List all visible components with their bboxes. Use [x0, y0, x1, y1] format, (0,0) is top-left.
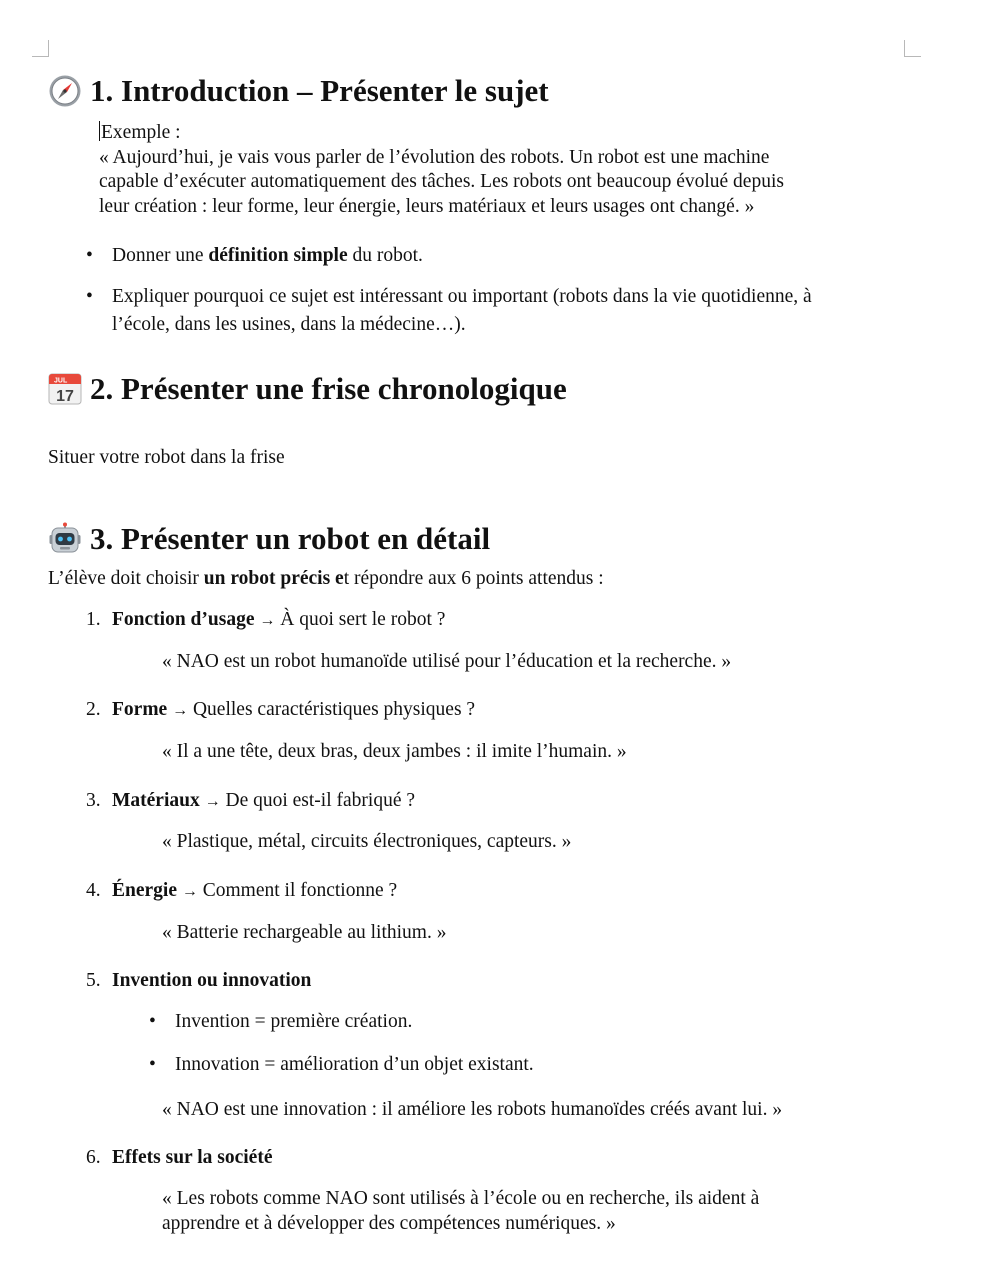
list-item-title: Effets sur la société — [112, 1147, 273, 1168]
example-line-2: capable d’exécuter automatiquement des tâches. Les robots ont beaucoup évolué depuis — [99, 171, 784, 192]
list-item-title: Forme — [112, 699, 168, 720]
list-item-title: Énergie — [112, 880, 177, 901]
bullet-definition-text-after: du robot. — [347, 245, 423, 266]
arrow-icon: → — [172, 702, 189, 719]
list-item-title: Invention ou innovation — [112, 970, 312, 991]
page-corner-mark-top-right — [904, 40, 921, 57]
example-block — [99, 121, 784, 219]
list-number: 3. — [86, 790, 101, 811]
quote-materiaux: « Plastique, métal, circuits électroniques, capteurs. » — [162, 831, 572, 852]
quote-forme: « Il a une tête, deux bras, deux jambes : il imite l’humain. » — [162, 741, 627, 762]
list-item-forme — [86, 697, 476, 724]
heading-frise — [48, 371, 567, 407]
bullet-definition-text-before: Donner une — [112, 245, 209, 266]
list-item-question: De quoi est-il fabriqué ? — [225, 790, 415, 811]
heading-introduction-text: 1. Introduction – Présenter le sujet — [90, 73, 549, 108]
quote-effets-line-1: « Les robots comme NAO sont utilisés à l’école ou en recherche, ils aident à — [162, 1188, 760, 1209]
quote-energie: « Batterie rechargeable au lithium. » — [162, 922, 447, 943]
example-line-1: « Aujourd’hui, je vais vous parler de l’évolution des robots. Un robot est une machine — [99, 146, 770, 168]
heading-frise-text: 2. Présenter une frise chronologique — [90, 371, 567, 406]
bullet-importance-line-1: • Expliquer pourquoi ce sujet est intéressant ou important (robots dans la vie quotidienne, à — [112, 286, 812, 307]
quote-effets-line-2: apprendre et à développer des compétences numériques. » — [162, 1212, 616, 1234]
heading-robot-detail — [48, 521, 490, 557]
bullet-definition-bold: définition simple — [208, 245, 348, 266]
robot-icon — [48, 522, 82, 556]
list-item-materiaux — [86, 788, 415, 815]
heading-introduction — [48, 73, 549, 109]
list-item-fonction — [86, 607, 446, 634]
arrow-icon: → — [259, 612, 276, 629]
example-line-3: leur création : leur forme, leur énergie, leurs matériaux et leurs usages ont changé. » — [99, 195, 755, 217]
list-item-title: Matériaux — [112, 790, 200, 811]
quote-innovation: « NAO est une innovation : il améliore les robots humanoïdes créés avant lui. » — [162, 1099, 783, 1120]
list-item-question: À quoi sert le robot ? — [280, 609, 446, 630]
calendar-icon — [48, 372, 82, 406]
page-corner-mark-top-left — [32, 40, 49, 57]
heading-robot-detail-text: 3. Présenter un robot en détail — [90, 521, 491, 556]
list-number: 2. — [86, 699, 101, 720]
calendar-month: JUL — [54, 377, 68, 385]
bullet-importance — [112, 283, 812, 339]
section3-intro-bold: un robot précis e — [203, 568, 344, 589]
list-item-question: Quelles caractéristiques physiques ? — [192, 699, 476, 720]
list-item-question: Comment il fonctionne ? — [202, 880, 398, 901]
sub-bullet-innovation: • Innovation = amélioration d’un objet existant. — [175, 1052, 534, 1078]
list-number: 4. — [86, 880, 101, 901]
list-number: 1. — [86, 609, 101, 630]
list-item-title: Fonction d’usage — [112, 609, 255, 630]
arrow-icon: → — [204, 793, 221, 810]
section3-intro-after: t répondre aux 6 points attendus : — [343, 568, 604, 589]
text-cursor — [99, 121, 100, 141]
compass-icon — [48, 74, 82, 108]
list-item-invention — [86, 968, 312, 994]
list-item-energie — [86, 878, 398, 905]
arrow-icon: → — [181, 883, 198, 900]
section3-intro — [48, 567, 604, 592]
bullet-importance-line-2: l’école, dans les usines, dans la médecine…). — [112, 314, 466, 335]
sub-bullet-invention: • Invention = première création. — [175, 1009, 412, 1035]
bullet-definition — [112, 242, 423, 270]
section3-intro-before: L’élève doit choisir — [48, 568, 204, 589]
list-number: 6. — [86, 1147, 101, 1168]
list-number: 5. — [86, 970, 101, 991]
quote-effets — [162, 1187, 759, 1236]
list-item-effets — [86, 1145, 273, 1171]
calendar-day: 17 — [56, 388, 74, 405]
example-label: Exemple : — [101, 122, 181, 143]
quote-fonction: « NAO est un robot humanoïde utilisé pour l’éducation et la recherche. » — [162, 651, 732, 672]
frise-text: Situer votre robot dans la frise — [48, 447, 285, 468]
